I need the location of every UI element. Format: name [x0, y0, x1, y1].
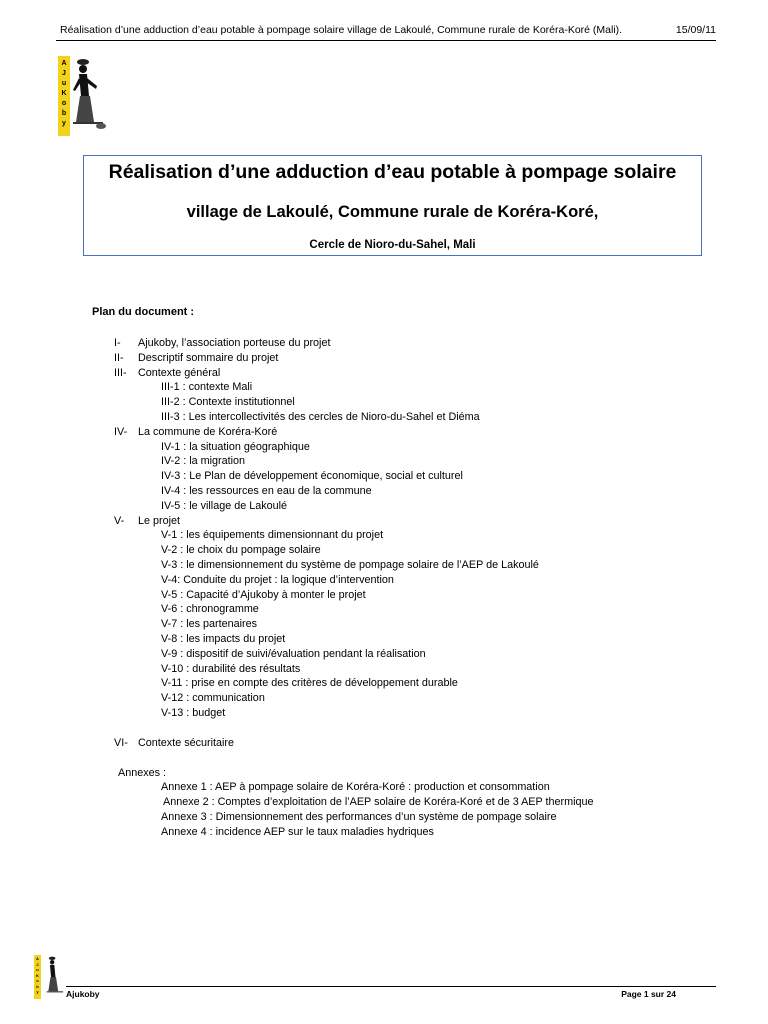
toc-item-label: Ajukoby, l’association porteuse du projet — [138, 337, 331, 349]
annex-item: Annexe 3 : Dimensionnement des performances d’un système de pompage solaire — [161, 811, 557, 823]
annexes-title: Annexes : — [118, 766, 167, 779]
toc-subitem-label: V-3 : le dimensionnement du système de pompage solaire de l’AEP de Lakoulé — [161, 559, 539, 571]
toc-subitem-label: V-13 : budget — [161, 707, 226, 719]
footer-logo-letters: A J u K o b y — [36, 956, 39, 994]
toc-item-label: Le projet — [138, 514, 181, 527]
toc-item-number: I- — [114, 337, 121, 349]
header-date: 15/09/11 — [675, 24, 716, 36]
title-line-3: Cercle de Nioro-du-Sahel, Mali — [309, 239, 476, 251]
annex-item: Annexe 4 : incidence AEP sur le taux maladies hydriques — [161, 825, 434, 838]
toc-subitem-label: V-10 : durabilité des résultats — [161, 662, 301, 675]
toc-subitem-label: IV-5 : le village de Lakoulé — [161, 499, 288, 512]
woman-carrying-water-icon — [70, 56, 110, 136]
toc-item-number: VI- — [114, 736, 128, 749]
toc-item-label: La commune de Koréra-Koré — [138, 425, 278, 438]
footer-org: Ajukoby — [66, 989, 100, 999]
toc-subitem-label: IV-1 : la situation géographique — [161, 440, 310, 453]
toc-subitem-label: V-5 : Capacité d’Ajukoby à monter le projet — [161, 588, 366, 601]
toc-subitem-label: IV-2 : la migration — [161, 455, 246, 468]
toc-subitem-label: III-2 : Contexte institutionnel — [161, 396, 295, 409]
toc-item-label: Contexte sécuritaire — [138, 736, 235, 749]
toc-subitem-label: V-12 : communication — [161, 692, 265, 705]
toc-item-number: II- — [114, 351, 124, 364]
toc-item-label: Contexte général — [138, 366, 221, 379]
header-title: Réalisation d’une adduction d’eau potable à pompage solaire village de Lakoulé, Commune rurale de Koréra-Koré (Mali). — [60, 24, 623, 36]
toc-subitem-label: V-8 : les impacts du projet — [161, 633, 286, 645]
footer-rule — [66, 986, 716, 987]
plan-title: Plan du document : — [92, 306, 195, 318]
toc-subitem-label: V-9 : dispositif de suivi/évaluation pendant la réalisation — [161, 647, 426, 660]
toc-item-number: V- — [114, 514, 125, 527]
toc-subitem-label: III-3 : Les intercollectivités des cercles de Nioro-du-Sahel et Diéma — [161, 411, 480, 423]
toc-item-number: III- — [114, 366, 127, 379]
toc-subitem-label: III-1 : contexte Mali — [161, 381, 253, 394]
toc-subitem-label: V-2 : le choix du pompage solaire — [161, 544, 321, 557]
document-title-box — [83, 155, 702, 256]
toc-subitem-label: V-11 : prise en compte des critères de développement durable — [161, 677, 458, 690]
toc-subitem-label: V-4: Conduite du projet : la logique d’intervention — [161, 573, 394, 586]
page-header — [56, 22, 716, 41]
toc-item-number: IV- — [114, 425, 128, 438]
toc-subitem-label: V-7 : les partenaires — [161, 618, 258, 631]
title-line-2: village de Lakoulé, Commune rurale de Koréra-Koré, — [186, 203, 599, 221]
ajukoby-logo — [58, 56, 110, 136]
toc-subitem-label: V-6 : chronogramme — [161, 603, 259, 616]
annex-item: Annexe 2 : Comptes d’exploitation de l’AEP solaire de Koréra-Koré et de 3 AEP thermique — [163, 796, 594, 809]
toc-subitem-label: IV-4 : les ressources en eau de la commune — [161, 485, 372, 497]
logo-letters: A J u K o b y — [61, 60, 67, 127]
toc-item-label: Descriptif sommaire du projet — [138, 351, 279, 364]
annex-item: Annexe 1 : AEP à pompage solaire de Koréra-Koré : production et consommation — [161, 781, 550, 794]
toc-subitem-label: V-1 : les équipements dimensionnant du projet — [161, 529, 384, 542]
title-line-1: Réalisation d’une adduction d’eau potable à pompage solaire — [108, 161, 677, 183]
footer-page-number: Page 1 sur 24 — [621, 989, 676, 999]
toc-subitem-label: IV-3 : Le Plan de développement économique, social et culturel — [161, 470, 463, 483]
